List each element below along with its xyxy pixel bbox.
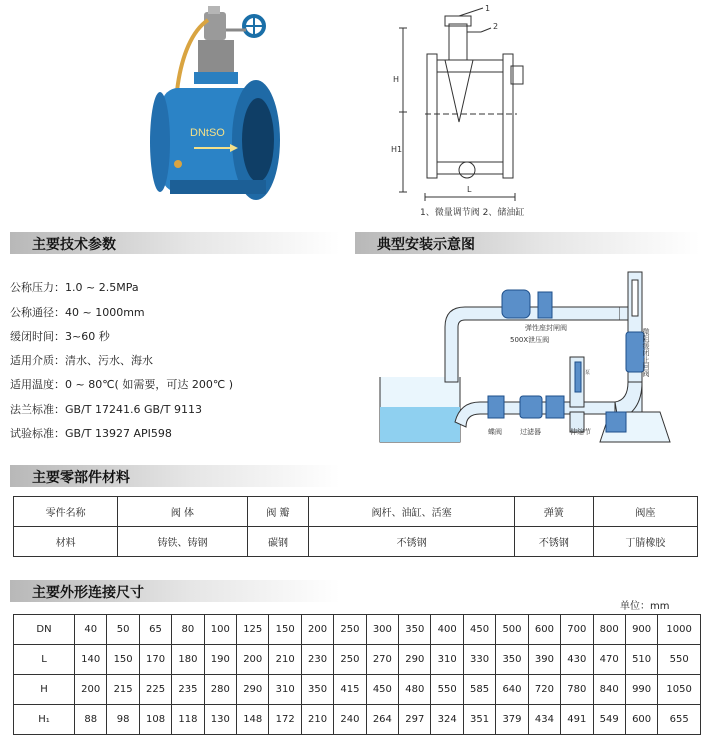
spec-flange-standard: 法兰标准：GB/T 17241.6 GB/T 9113 xyxy=(10,403,202,416)
table-cell: 434 xyxy=(528,705,560,735)
table-cell: 阀 瓣 xyxy=(247,497,308,527)
table-row xyxy=(14,675,701,705)
parts-banner xyxy=(10,465,340,487)
table-cell: 550 xyxy=(431,675,463,705)
table-cell: 390 xyxy=(528,645,560,675)
table-cell: 264 xyxy=(366,705,398,735)
table-cell: 阀 体 xyxy=(118,497,248,527)
technical-drawing xyxy=(385,2,555,217)
table-cell: 600 xyxy=(625,705,657,735)
install-label-pump: 泵 xyxy=(585,370,591,376)
table-cell: DN xyxy=(14,615,75,645)
specs-title: 主要技术参数 xyxy=(32,237,116,253)
table-cell: 200 xyxy=(237,645,269,675)
table-cell: H₁ xyxy=(14,705,75,735)
table-cell: 549 xyxy=(593,705,625,735)
table-cell: 零件名称 xyxy=(14,497,118,527)
spec-diameter: 公称通径：40 ~ 1000mm xyxy=(10,306,145,319)
table-cell: 88 xyxy=(75,705,107,735)
table-cell: 阀杆、油缸、活塞 xyxy=(309,497,515,527)
table-cell: 200 xyxy=(75,675,107,705)
table-cell: 210 xyxy=(301,705,333,735)
table-row xyxy=(14,645,701,675)
table-cell: 170 xyxy=(139,645,171,675)
table-cell: 310 xyxy=(431,645,463,675)
callout-1: 1 xyxy=(485,4,491,13)
table-cell: 碳钢 xyxy=(247,527,308,557)
table-cell: 480 xyxy=(399,675,431,705)
table-cell: 250 xyxy=(334,615,366,645)
drawing-caption: 1、微量调节阀 2、储油缸 xyxy=(420,208,525,218)
table-cell: 不锈钢 xyxy=(309,527,515,557)
dim-h-label: H xyxy=(393,75,400,84)
parts-table xyxy=(13,496,698,557)
dim-l-label: L xyxy=(467,185,472,194)
table-cell: 655 xyxy=(658,705,701,735)
table-cell: 225 xyxy=(139,675,171,705)
table-cell: 491 xyxy=(561,705,593,735)
table-cell: 470 xyxy=(593,645,625,675)
table-cell: 100 xyxy=(204,615,236,645)
install-banner xyxy=(355,232,700,254)
table-cell: 弹簧 xyxy=(515,497,594,527)
table-cell: 140 xyxy=(75,645,107,675)
dims-banner xyxy=(10,580,340,602)
table-cell: 379 xyxy=(496,705,528,735)
table-cell: 230 xyxy=(301,645,333,675)
table-cell: 290 xyxy=(237,675,269,705)
table-cell: 700 xyxy=(561,615,593,645)
table-cell: 840 xyxy=(593,675,625,705)
spec-medium: 适用介质：清水、污水、海水 xyxy=(10,354,153,367)
table-cell: 585 xyxy=(463,675,495,705)
table-cell: 990 xyxy=(625,675,657,705)
table-cell: 1050 xyxy=(658,675,701,705)
callout-2: 2 xyxy=(493,22,499,31)
install-label-filter: 过滤器 xyxy=(520,428,541,436)
table-row xyxy=(14,615,701,645)
table-cell: 270 xyxy=(366,645,398,675)
table-cell: 324 xyxy=(431,705,463,735)
table-cell: 阀座 xyxy=(593,497,697,527)
table-cell: 65 xyxy=(139,615,171,645)
table-cell: 98 xyxy=(107,705,139,735)
table-row xyxy=(14,497,698,527)
table-cell: 190 xyxy=(204,645,236,675)
table-cell: 235 xyxy=(172,675,204,705)
table-cell: 450 xyxy=(366,675,398,705)
table-cell: 1000 xyxy=(658,615,701,645)
parts-title: 主要零部件材料 xyxy=(32,470,130,486)
table-cell: 350 xyxy=(301,675,333,705)
table-cell: 150 xyxy=(107,645,139,675)
table-cell: 材料 xyxy=(14,527,118,557)
dim-h1-label: H1 xyxy=(391,145,403,154)
table-cell: 200 xyxy=(301,615,333,645)
table-cell: 310 xyxy=(269,675,301,705)
installation-diagram xyxy=(370,262,700,462)
table-cell: 351 xyxy=(463,705,495,735)
table-cell: 300 xyxy=(366,615,398,645)
install-label-relief: 500X泄压阀 xyxy=(510,336,550,344)
table-cell: 215 xyxy=(107,675,139,705)
specs-banner xyxy=(10,232,340,254)
install-label-joint: 伸缩节 xyxy=(570,428,591,436)
table-cell: 280 xyxy=(204,675,236,705)
table-cell: 640 xyxy=(496,675,528,705)
spec-closing-time: 缓闭时间：3~60 秒 xyxy=(10,330,110,343)
table-row xyxy=(14,527,698,557)
table-cell: 330 xyxy=(463,645,495,675)
table-cell: 400 xyxy=(431,615,463,645)
table-cell: 148 xyxy=(237,705,269,735)
install-label-slow-check: 微阻缓闭止回阀 xyxy=(642,328,650,377)
table-cell: 900 xyxy=(625,615,657,645)
spec-pressure: 公称压力：1.0 ~ 2.5MPa xyxy=(10,281,139,294)
table-cell: L xyxy=(14,645,75,675)
install-title: 典型安装示意图 xyxy=(377,237,475,253)
table-cell: 不锈钢 xyxy=(515,527,594,557)
table-cell: 780 xyxy=(561,675,593,705)
table-cell: 350 xyxy=(399,615,431,645)
valve-photo xyxy=(150,2,280,217)
table-cell: 240 xyxy=(334,705,366,735)
table-cell: 108 xyxy=(139,705,171,735)
table-cell: 800 xyxy=(593,615,625,645)
table-cell: 150 xyxy=(269,615,301,645)
table-cell: 125 xyxy=(237,615,269,645)
table-cell: 720 xyxy=(528,675,560,705)
table-cell: 118 xyxy=(172,705,204,735)
install-label-check: 蝶阀 xyxy=(488,428,502,436)
dimensions-table xyxy=(13,614,701,735)
table-cell: 500 xyxy=(496,615,528,645)
table-cell: 350 xyxy=(496,645,528,675)
table-cell: 430 xyxy=(561,645,593,675)
spec-test-standard: 试验标准：GB/T 13927 API598 xyxy=(10,427,172,440)
table-cell: 450 xyxy=(463,615,495,645)
table-cell: 600 xyxy=(528,615,560,645)
table-cell: 180 xyxy=(172,645,204,675)
table-cell: 510 xyxy=(625,645,657,675)
table-cell: 铸铁、铸钢 xyxy=(118,527,248,557)
table-cell: 550 xyxy=(658,645,701,675)
table-row xyxy=(14,705,701,735)
spec-temperature: 适用温度：0 ~ 80℃( 如需要，可达 200℃ ) xyxy=(10,378,233,391)
dims-title: 主要外形连接尺寸 xyxy=(32,585,144,601)
table-cell: 210 xyxy=(269,645,301,675)
table-cell: 250 xyxy=(334,645,366,675)
unit-label: 单位：mm xyxy=(620,601,670,612)
product-logo: DNtSO xyxy=(190,127,225,139)
table-cell: 290 xyxy=(399,645,431,675)
table-cell: H xyxy=(14,675,75,705)
table-cell: 297 xyxy=(399,705,431,735)
table-cell: 172 xyxy=(269,705,301,735)
table-cell: 40 xyxy=(75,615,107,645)
table-cell: 丁腈橡胶 xyxy=(593,527,697,557)
table-cell: 50 xyxy=(107,615,139,645)
table-cell: 415 xyxy=(334,675,366,705)
table-cell: 130 xyxy=(204,705,236,735)
install-label-seal: 弹性座封闸阀 xyxy=(525,324,567,332)
table-cell: 80 xyxy=(172,615,204,645)
